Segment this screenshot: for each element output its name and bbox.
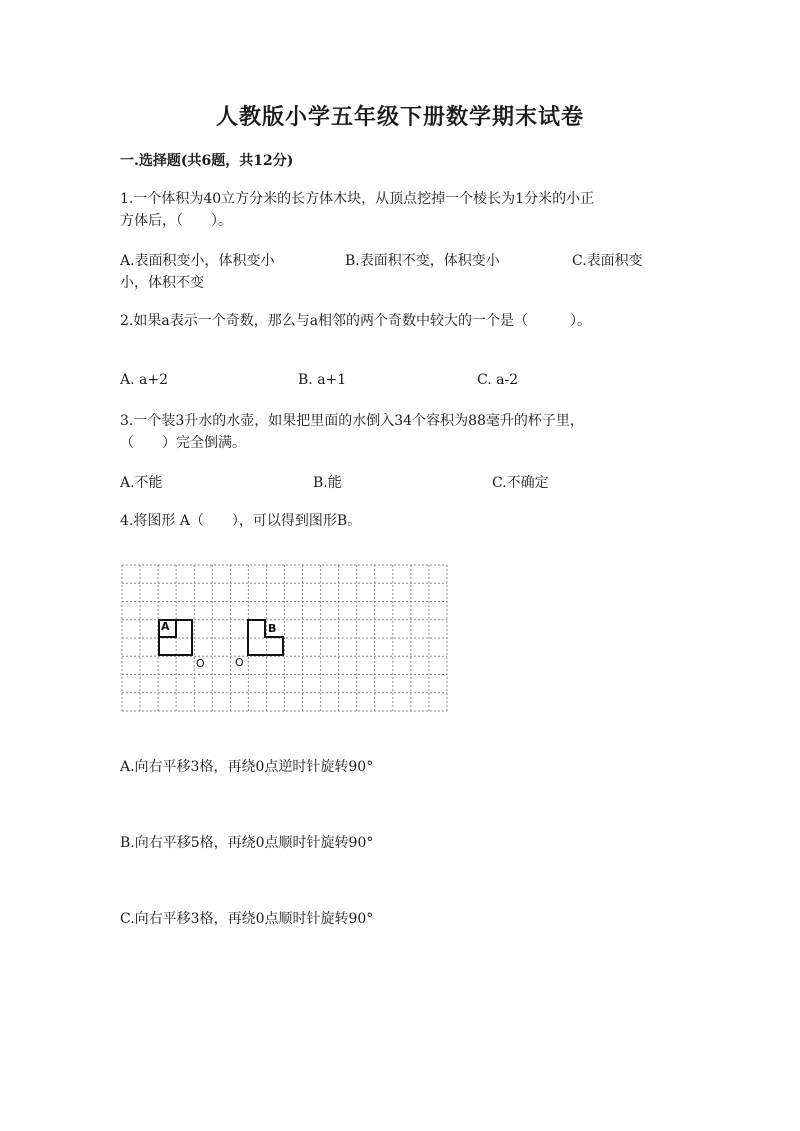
q1-stem-line2: 方体后，（ ）。	[120, 213, 232, 229]
q2-option-a[interactable]: A. a+2	[120, 372, 168, 388]
page-title: 人教版小学五年级下册数学期末试卷	[215, 104, 584, 130]
q1-stem	[120, 188, 594, 232]
section-heading: 一.选择题(共6题，共12分)	[120, 153, 294, 169]
q4-option-a[interactable]: A.向右平移3格，再绕0点逆时针旋转90°	[120, 759, 374, 775]
q4-option-b[interactable]: B.向右平移5格，再绕0点顺时针旋转90°	[120, 835, 374, 851]
q3-option-c[interactable]: C.不确定	[492, 475, 549, 491]
q1-option-c-line2[interactable]: 小，体积不变	[120, 275, 204, 291]
q3-stem	[120, 410, 584, 454]
q1-stem-line1: 1.一个体积为40立方分米的长方体木块，从顶点挖掉一个棱长为1分米的小正	[120, 191, 595, 207]
q1-option-a[interactable]: A.表面积变小，体积变小	[120, 253, 275, 269]
q3-stem-line1: 3.一个装3升水的水壶，如果把里面的水倒入34个容积为88毫升的杯子里，	[120, 413, 584, 429]
q1-option-c-line1[interactable]: C.表面积变	[572, 253, 643, 269]
label-o-1: O	[196, 657, 205, 670]
q4-grid-figure	[120, 563, 448, 713]
q4-option-c[interactable]: C.向右平移3格，再绕0点顺时针旋转90°	[120, 911, 374, 927]
q4-stem: 4.将图形 A（ ），可以得到图形B。	[120, 513, 362, 529]
q2-stem: 2.如果a表示一个奇数，那么与a相邻的两个奇数中较大的一个是（ ）。	[120, 313, 592, 329]
q1-option-b[interactable]: B.表面积不变，体积变小	[345, 253, 500, 269]
label-o-2: O	[235, 656, 244, 669]
label-a: A	[161, 620, 170, 633]
q3-option-a[interactable]: A.不能	[120, 475, 163, 491]
label-b: B	[268, 622, 277, 635]
q3-stem-line2: （ ）完全倒满。	[120, 435, 246, 451]
shape-b	[248, 620, 283, 655]
q2-option-b[interactable]: B. a+1	[298, 372, 347, 388]
q2-option-c[interactable]: C. a-2	[477, 372, 519, 388]
q3-option-b[interactable]: B.能	[313, 475, 342, 491]
